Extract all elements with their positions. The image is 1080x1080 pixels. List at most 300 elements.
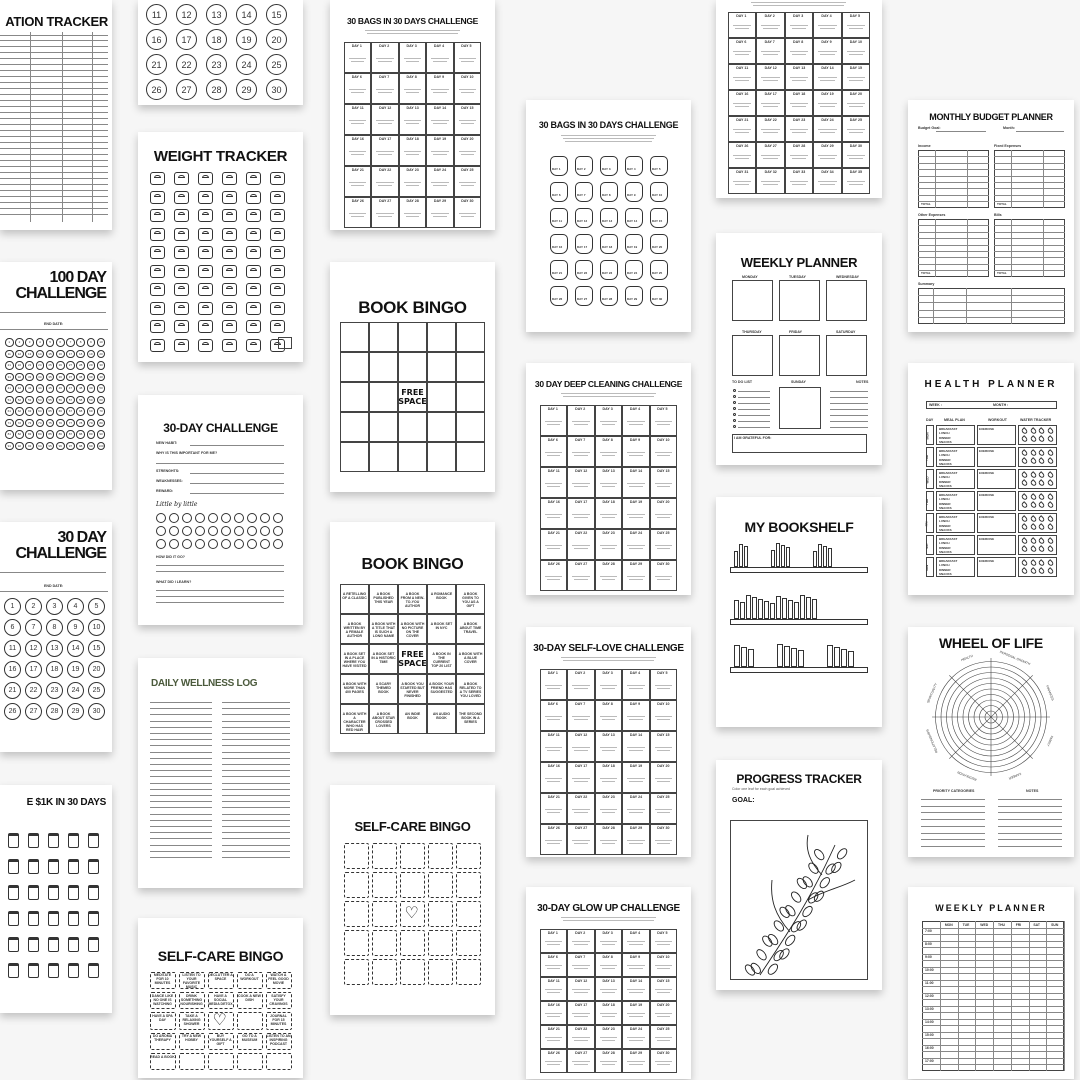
rule-line [156,602,284,603]
rule-line [150,727,212,728]
number-circle: 25 [46,361,55,370]
rule-line [738,421,770,422]
number-circle: 23 [46,682,63,699]
day-label: DAY 11 [736,66,749,70]
jar-icon [8,911,19,926]
scale-icon [198,339,213,352]
day-label: DAY 11 [351,106,364,110]
day-label: DAY 25 [652,271,663,275]
day-label: DAY 30 [461,199,474,203]
day-label: DAY 23 [602,795,615,799]
day-label: DAY 6 [547,438,558,442]
scale-icon [174,246,189,259]
scale-icon [150,302,165,315]
jar-icon [28,885,39,900]
page-title: E $1K IN 30 DAYS [26,797,106,808]
day-label: DAY 9 [629,438,641,442]
meal-label: SNACKS [939,439,952,444]
rule-line [222,776,290,777]
bingo-square [340,412,369,442]
bingo-square [456,442,485,472]
jar-icon [48,859,59,874]
rule-line [150,745,212,746]
rule-line [994,251,1065,252]
day-label: DAY 11 [547,979,560,983]
fine-print [376,120,393,121]
number-circle: 82 [15,430,24,439]
day-label: DAY 26 [547,1051,560,1055]
day-label: DAY 10 [461,75,474,79]
field-label: WEEK : [929,403,942,407]
scale-icon [270,172,285,185]
bag-icon [650,208,668,228]
number-circle: 33 [25,373,34,382]
number-circle: 1 [4,598,21,615]
planner-page-30-bags-in-30-days-challenge [526,100,691,332]
time-label: 15:00 [925,1033,934,1037]
fine-print [629,812,642,813]
number-circle [221,513,231,523]
rule-line [222,814,290,815]
bag-icon [550,234,568,254]
day-label: DAY 29 [629,562,643,566]
number-circle: 16 [146,29,167,50]
fine-print [753,5,844,6]
fine-print [602,1064,615,1065]
bingo-prompt: DRINK SOMETHING NOURISHING [180,993,203,1006]
fine-print [790,103,808,104]
book-icon [813,551,817,567]
column-divider [935,150,936,208]
number-circle: 27 [25,703,42,720]
fine-print [655,809,672,810]
fine-print [547,719,560,720]
rule-line [150,783,212,784]
meal-label: LUNCH [939,519,950,524]
rule-line [222,758,290,759]
scale-icon [150,320,165,333]
fine-print [574,548,587,549]
day-label: DAY 4 [629,671,641,675]
rule-line [918,232,989,233]
day-label: DAY 17 [575,500,588,504]
rule-line [222,702,290,703]
rule-line [998,799,1062,800]
field-label: NOTES [1026,789,1039,793]
fine-print [545,1037,562,1038]
rule-line [922,954,1064,955]
bingo-prompt: A BOOK YOU STARTED BUT NEVER FINISHED [400,682,425,698]
number-circle [247,526,257,536]
day-label: DAY 14 [629,469,643,473]
book-icon [744,546,748,567]
number-circle [221,539,231,549]
scale-icon [198,209,213,222]
number-circle: 90 [97,430,106,439]
shelf [730,567,868,573]
fine-print [790,51,808,52]
fine-print [792,54,806,55]
fine-print [629,750,642,751]
fine-print [600,685,617,686]
number-circle: 47 [66,384,75,393]
day-label: DAY 19 [821,92,834,96]
fine-print [545,716,562,717]
total-label: TOTAL [921,271,931,275]
rule-line [222,721,290,722]
day-label: DAY 19 [629,764,643,768]
number-circle: 22 [15,361,24,370]
day-label: DAY 1 [547,671,558,675]
rule-line [922,1064,1064,1065]
day-label: DAY 22 [577,271,588,275]
number-circle [169,539,179,549]
fine-print [655,452,672,453]
bingo-prompt: A BOOK FROM A NEW-TO-YOU AUTHOR [400,592,425,608]
jar-icon [68,833,79,848]
number-circle: 42 [15,384,24,393]
rule-line [150,814,212,815]
rule-line [738,391,770,392]
fine-print [574,455,587,456]
budget-table [994,150,1065,208]
number-circle: 8 [46,619,63,636]
exercise-label: EXERCISE [979,427,995,431]
scale-icon [270,209,285,222]
bag-icon [600,260,618,280]
bag-icon [575,260,593,280]
fine-print [790,25,808,26]
fine-print [655,514,672,515]
fine-print [629,781,642,782]
fine-print [349,213,366,214]
bingo-prompt: A BOOK PUBLISHED THIS YEAR [373,592,394,604]
exercise-label: EXERCISE [979,493,995,497]
fine-print [378,123,391,124]
rule-line [190,483,284,484]
bingo-square [428,872,453,898]
rule-line [738,415,770,416]
fine-print [351,61,364,62]
fine-print [627,778,644,779]
fine-print [431,58,448,59]
fine-print [376,151,393,152]
meal-label: DINNER [939,501,951,506]
bag-icon [550,156,568,176]
day-label: DAY 9 [821,40,832,44]
day-label: DAY 33 [793,170,806,174]
day-label: DAY 30 [849,144,862,148]
page-title: 30 DAY DEEP CLEANING CHALLENGE [534,379,683,389]
rule-line [222,752,290,753]
day-label: DAY 15 [652,219,663,223]
fine-print [790,77,808,78]
bingo-square [456,959,481,985]
rule-line [222,807,290,808]
fine-print [563,920,654,921]
day-label: DAY 7 [575,955,586,959]
rule-line [222,838,290,839]
day-label: DAY 17 [575,764,588,768]
rule-line [922,960,1064,961]
day-label: DAY 4 [627,167,636,171]
planner-page-100-day-challenge [0,262,112,490]
meal-label: LUNCH [939,541,950,546]
fine-print [600,1013,617,1014]
column-divider [935,219,936,277]
fine-print [629,424,642,425]
day-label: DAY 9 [627,193,636,197]
day-label: DAY 24 [627,271,638,275]
budget-table [918,219,989,277]
time-label: 11:00 [925,981,934,985]
bingo-square [400,843,425,869]
number-circle: 14 [36,350,45,359]
page-title: 30-DAY SELF-LOVE CHALLENGE [533,643,684,654]
rule-line [150,708,212,709]
number-circle: 18 [206,29,227,50]
fine-print [431,120,448,121]
fine-print [547,1016,560,1017]
number-circle: 11 [5,350,14,359]
fine-print [600,840,617,841]
day-label: DAY 28 [602,826,615,830]
day-label: DAY 4 [629,931,641,935]
rule-line [190,473,284,474]
rule-line [921,839,985,840]
day-label: DAY 10 [652,193,663,197]
day-label: DAY 27 [764,144,777,148]
day-label: DAY 23 [793,118,806,122]
rule-line [994,238,1065,239]
number-circle: 5 [46,338,55,347]
column-divider [1011,288,1012,324]
number-circle: 25 [266,54,287,75]
rule-line [922,1006,1064,1007]
scale-icon [222,172,237,185]
number-circle: 34 [36,373,45,382]
bag-icon [575,156,593,176]
column-divider [975,921,976,1071]
field-label: Other Expenses [918,213,946,217]
book-icon [746,595,751,619]
day-label: DAY 27 [379,199,392,203]
fine-print [378,185,391,186]
bingo-prompt: COOK A NEW DISH [238,993,261,1002]
fine-print [847,181,865,182]
number-circle: 30 [266,79,287,100]
rule-line [994,163,1065,164]
fine-print [655,1037,672,1038]
rule-line [150,832,212,833]
planner-page-monthly-budget-planner [908,100,1074,332]
field-label: MONTH : [993,403,1009,407]
planner-page-daily-wellness-log [138,658,303,888]
field-label: WORKOUT [988,418,1007,422]
day-label: DAY 35 [849,170,862,174]
rule-line [922,986,1064,987]
day-label: DAY 3 [602,167,611,171]
day-label: DAY 29 [627,297,638,301]
day-label: DAY 25 [657,531,670,535]
jar-icon [8,937,19,952]
day-label: DAY 1 [547,407,558,411]
page-title: HEALTH PLANNER [924,379,1058,390]
fine-print [378,154,391,155]
bingo-prompt: A BOOK YOUR FRIEND HAS SUGGESTED [429,682,454,694]
scale-icon [222,320,237,333]
fine-print [572,421,589,422]
number-circle: 20 [266,29,287,50]
number-circle: 38 [76,373,85,382]
field-label: NEW HABIT: [156,441,178,445]
rule-line [918,245,989,246]
fine-print [574,781,587,782]
number-circle [733,389,736,392]
number-circle: 44 [36,384,45,393]
bingo-prompt: A BOOK RELATED TO A TV SERIES YOU LOVED [459,682,482,698]
fine-print [847,77,865,78]
rule-line [150,820,212,821]
day-label: DAY 26 [547,826,560,830]
number-circle: 67 [66,407,75,416]
day-label: DAY 17 [764,92,777,96]
number-circle [208,526,218,536]
rule-line [0,572,106,573]
day-label: DAY 8 [793,40,804,44]
day-label: DAY 12 [575,733,588,737]
book-icon [812,599,817,619]
number-circle [733,419,736,422]
bingo-square [400,959,425,985]
fine-print [820,132,834,133]
planner-page-self-care-bingo [330,785,495,1015]
rule-line [921,826,985,827]
field-label: Summary [918,282,935,286]
number-circle: 94 [36,442,45,451]
planner-page-my-bookshelf [716,497,882,727]
number-circle: 35 [46,373,55,382]
bingo-square [400,872,425,898]
fine-print [627,514,644,515]
rule-line [994,257,1065,258]
page-title: 30 BAGS IN 30 DAYS CHALLENGE [346,16,479,26]
bingo-square [456,843,481,869]
bingo-prompt: A BOOK ABOUT STAR CROSSED LOVERS [372,712,395,728]
number-circle: 17 [176,29,197,50]
fine-print [655,716,672,717]
day-label: DAY 13 [602,219,613,223]
fine-print [602,1040,615,1041]
number-circle: 15 [266,4,287,25]
day-label: DAY 2 [764,14,775,18]
jar-icon [28,859,39,874]
scale-icon [222,265,237,278]
weekday-header: FRI [1015,923,1022,927]
number-circle [273,539,283,549]
day-label: DAY 25 [461,168,474,172]
weekday-header: SUN [1051,923,1059,927]
fine-print [820,28,834,29]
field-label: PRIORITY CATEGORIES [933,789,975,793]
day-label: DAY 26 [552,297,563,301]
fine-print [818,155,836,156]
bingo-prompt: A BOOK SET IN A HISTORIC TIME [371,652,396,664]
number-circle: 19 [87,350,96,359]
jar-icon [8,833,19,848]
number-circle: 62 [15,407,24,416]
rule-line [994,225,1065,226]
scale-icon [246,228,261,241]
day-box [779,335,820,376]
fine-print [602,812,615,813]
book-icon [776,543,780,567]
fine-print [461,92,474,93]
life-wheel [931,657,1051,777]
book-icon [782,598,787,619]
field-label: THURSDAY [742,330,762,334]
number-circle: 13 [46,640,63,657]
day-label: DAY 16 [547,764,560,768]
bingo-square [427,382,456,412]
number-circle: 3 [25,338,34,347]
bingo-prompt: A BOOK WITH A BLUE COVER [458,652,483,664]
fine-print [574,750,587,751]
rule-line [918,188,989,189]
field-label: WATER TRACKER [1020,418,1052,422]
fine-print [406,185,419,186]
column-divider [967,150,968,208]
bingo-prompt: A BOOK WRITTEN BY A FEMALE AUTHOR [343,622,366,638]
time-label: 17:00 [925,1059,934,1063]
fine-print [433,216,446,217]
scale-icon [198,302,213,315]
number-circle [247,513,257,523]
day-label: DAY 15 [657,469,670,473]
number-circle: 24 [67,682,84,699]
fine-print [433,123,446,124]
number-circle: 65 [46,407,55,416]
jar-icon [68,963,79,978]
bag-icon [625,286,643,306]
number-circle: 98 [76,442,85,451]
rule-line [222,845,290,846]
fine-print [433,92,446,93]
fine-print [461,216,474,217]
fine-print [404,182,421,183]
bingo-square [372,959,397,985]
number-circle: 26 [146,79,167,100]
day-abbr: WED [925,476,930,484]
fine-print [790,129,808,130]
day-label: DAY 29 [629,1051,643,1055]
number-circle: 11 [4,640,21,657]
bag-icon [575,286,593,306]
fine-print [459,151,476,152]
fine-print [627,1061,644,1062]
fine-print [433,61,446,62]
rule-line [150,795,212,796]
day-label: DAY 23 [602,531,615,535]
weekday-header: MON [944,923,953,927]
page-title: DAILY WELLNESS LOG [151,678,258,689]
fine-print [733,77,751,78]
rule-line [222,783,290,784]
day-label: DAY 26 [547,562,560,566]
rule-line [150,838,212,839]
number-circle [733,401,736,404]
page-title: WEEKLY PLANNER [935,903,1047,913]
